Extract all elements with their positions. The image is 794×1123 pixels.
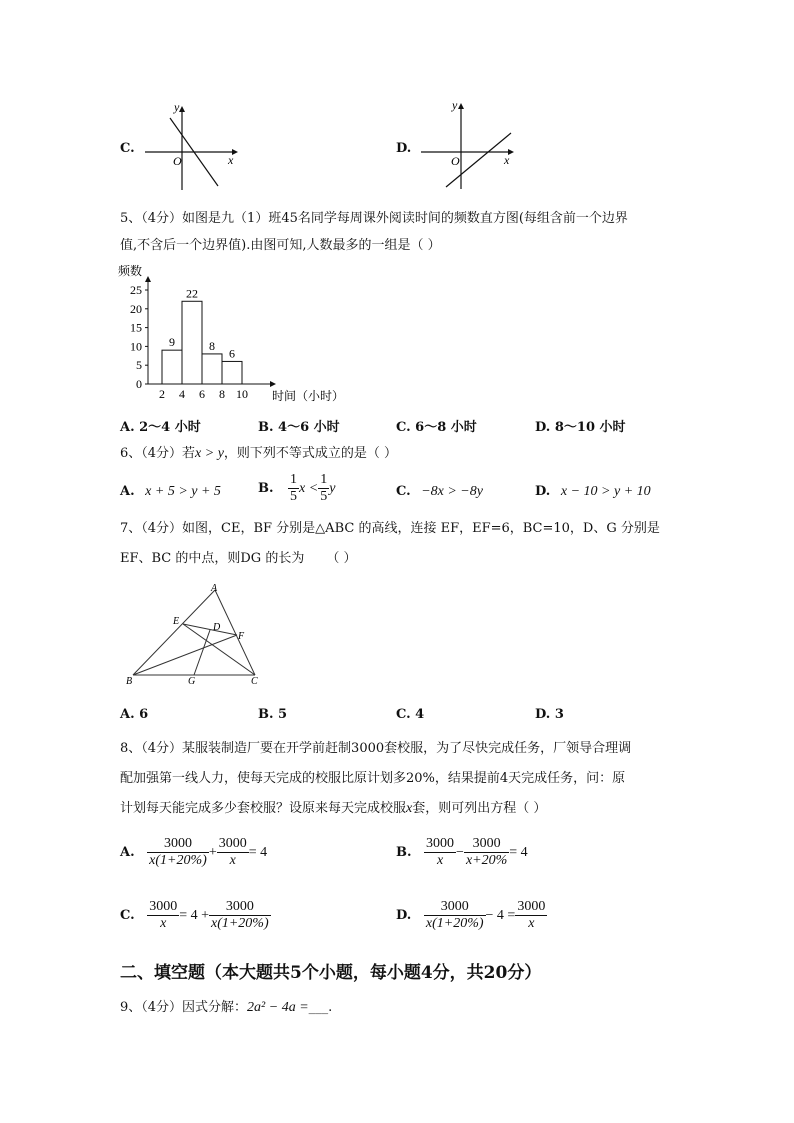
q6-opt-a-expr: x + 5 > y + 5 [145,484,221,499]
q8-d-f1-den: x(1+20%) [425,916,484,932]
q7-option-b: B. 5 [258,707,288,722]
hist-xlabel: 时间（小时） [272,389,345,403]
q6-option-d [535,484,651,500]
q5-option-b: B. 4～6 小时 [258,420,340,435]
c-y-arrow [179,106,185,112]
q5-option-c: C. 6～8 小时 [396,420,477,435]
hist-data-label: 6 [229,346,235,361]
hist-x-tick-label: 8 [219,387,225,401]
d-origin-label: O [451,154,460,168]
q8-c-f2-den: x(1+20%) [210,916,269,932]
line-dg [194,630,210,675]
hist-y-tick-label: 0 [136,377,142,391]
q7-text-line1: 7、（4分）如图，CE，BF 分别是△ABC 的高线，连接 EF，EF=6，BC=10，D、G 分别是 [120,521,660,536]
q8-text-line3-a: 计划每天能完成多少套校服？设原来每天完成校服 [120,801,407,816]
hist-bar-4-6 [182,301,202,384]
hist-data-label: 8 [209,338,215,353]
q6-b-frac2-num: 1 [318,472,329,489]
q6-text-lead: 6、（4分）若 [120,446,196,461]
hist-y-tick-label: 5 [136,358,142,373]
q7-text-line2-main: EF、BC 的中点，则DG 的长为 [120,551,305,566]
label-e: E [173,616,180,627]
hist-data-label: 22 [186,286,198,301]
q8-b-minus: − [456,844,464,860]
hist-bar-2-4 [162,350,182,384]
q9-text [120,1000,332,1016]
q8-option-b [396,836,528,869]
q7-paren: （ ） [326,551,357,566]
q6-text-tail: ，则下列不等式成立的是（ ） [223,446,398,461]
q8-b-f2-den: x+20% [465,853,508,869]
c-x-label: x [228,153,234,167]
q8-opt-d-label: D. [396,907,412,923]
q8-b-eq4: = 4 [509,844,528,860]
q8-a-plus: + [208,844,217,860]
hist-x-tick-label: 6 [199,387,205,401]
q8-opt-c-label: C. [120,907,135,923]
hist-x-tick-label: 10 [236,387,248,401]
label-d: D [213,622,221,633]
q6-text [120,446,397,462]
hist-y-tick-label: 10 [130,339,142,354]
section-2-title: 二、填空题（本大题共5个小题，每小题4分，共20分） [120,963,542,983]
q9-lead: 9、（4分）因式分解： [120,1000,248,1015]
hist-ylabel: 频数 [118,264,143,278]
label-c: C [251,676,258,685]
d-y-arrow [458,103,464,109]
q8-a-f2-den: x [229,853,236,869]
q8-b-f2-num: 3000 [464,836,509,853]
q6-condition: x > y [195,446,224,461]
hist-y-tick-label: 15 [130,320,142,335]
label-f: F [238,631,245,642]
q8-a-f1-den: x(1+20%) [149,853,207,869]
q8-a-f2-num: 3000 [217,836,249,853]
q5-text-line2: 值,不含后一个边界值).由图可知,人数最多的一组是（ ） [120,238,441,253]
q6-opt-c-label: C. [396,484,411,499]
q8-c-f2-num: 3000 [209,899,271,916]
q8-text-line3-b: 套，则可列出方程（ ） [412,801,547,816]
hist-data-label: 9 [169,335,175,350]
label-g: G [188,676,196,685]
q7-option-c: C. 4 [396,707,425,722]
d-y-label: y [452,98,458,112]
q8-text-line3-x: x [406,801,413,816]
q8-d-f2-den: x [528,916,535,932]
q4-option-d-label: D. [396,141,412,156]
q4-option-c-label: C. [120,141,135,156]
label-b: B [126,676,133,685]
line-ab [133,590,215,675]
label-a: A [211,583,218,594]
q6-option-c [396,484,483,500]
q8-opt-a-label: A. [120,844,135,860]
q7-option-a: A. 6 [120,707,149,722]
q9-blank: ___. [308,1000,333,1015]
q8-c-eq4plus: = 4 + [179,907,209,923]
q6-opt-d-label: D. [535,484,551,499]
d-x-label: x [504,153,510,167]
q8-d-f1-num: 3000 [424,899,486,916]
q8-text-line2: 配加强第一线人力，使每天完成的校服比原计划多20%，结果提前4天完成任务，问：原 [120,771,626,786]
q8-a-f1-num: 3000 [147,836,209,853]
q8-text-line3 [120,801,546,817]
q7-text-line2 [120,551,356,567]
line-ac [215,590,255,675]
q5-option-d: D. 8～10 小时 [535,420,626,435]
q8-option-a [120,836,267,869]
hist-x-tick-label: 2 [159,387,165,401]
q6-option-a [120,484,221,500]
hist-x-tick-label: 4 [179,387,185,401]
hist-bar-6-8 [202,354,222,384]
hist-y-arrow [145,276,151,282]
q6-option-b [258,472,335,505]
q6-b-x: x < [299,480,319,496]
q6-opt-b-label: B. [258,480,274,496]
c-y-label: y [174,100,180,114]
q6-b-frac1-num: 1 [288,472,299,489]
hist-bar-8-10 [222,361,242,384]
q8-d-minus4eq: − 4 = [485,907,516,923]
q8-d-f2-num: 3000 [515,899,547,916]
q8-c-f1-num: 3000 [147,899,179,916]
q6-b-frac2-den: 5 [320,489,328,505]
q4-option-d-graph [416,97,526,192]
q7-triangle-diagram [125,580,265,685]
q8-option-d [396,899,547,932]
q8-text-line1: 8、（4分）某服装制造厂要在开学前赶制3000套校服，为了尽快完成任务，厂领导合理调 [120,741,632,756]
q8-a-eq4: = 4 [248,844,268,860]
q4-option-c-graph [140,100,250,195]
hist-y-tick-label: 25 [130,283,142,297]
q6-opt-a-label: A. [120,484,135,499]
q7-option-d: D. 3 [535,707,564,722]
line-bf [133,635,237,675]
hist-y-tick-label: 20 [130,301,142,316]
c-origin-label: O [173,154,182,168]
q8-option-c [120,899,271,932]
q9-expr: 2a² − 4a = [247,1000,309,1015]
q8-c-f1-den: x [160,916,167,932]
q6-b-frac1-den: 5 [290,489,298,505]
q6-opt-d-expr: x − 10 > y + 10 [560,484,651,499]
q5-text-line1: 5、（4分）如图是九（1）班45名同学每周课外阅读时间的频数直方图(每组含前一个边界 [120,211,628,226]
q5-option-a: A. 2～4 小时 [120,420,201,435]
q6-opt-c-expr: −8x > −8y [421,484,483,499]
q5-histogram [112,262,352,412]
q8-opt-b-label: B. [396,844,412,860]
q6-b-y: y [329,480,336,496]
hist-x-arrow [270,381,276,387]
q8-b-f1-num: 3000 [424,836,456,853]
q8-b-f1-den: x [436,853,444,869]
